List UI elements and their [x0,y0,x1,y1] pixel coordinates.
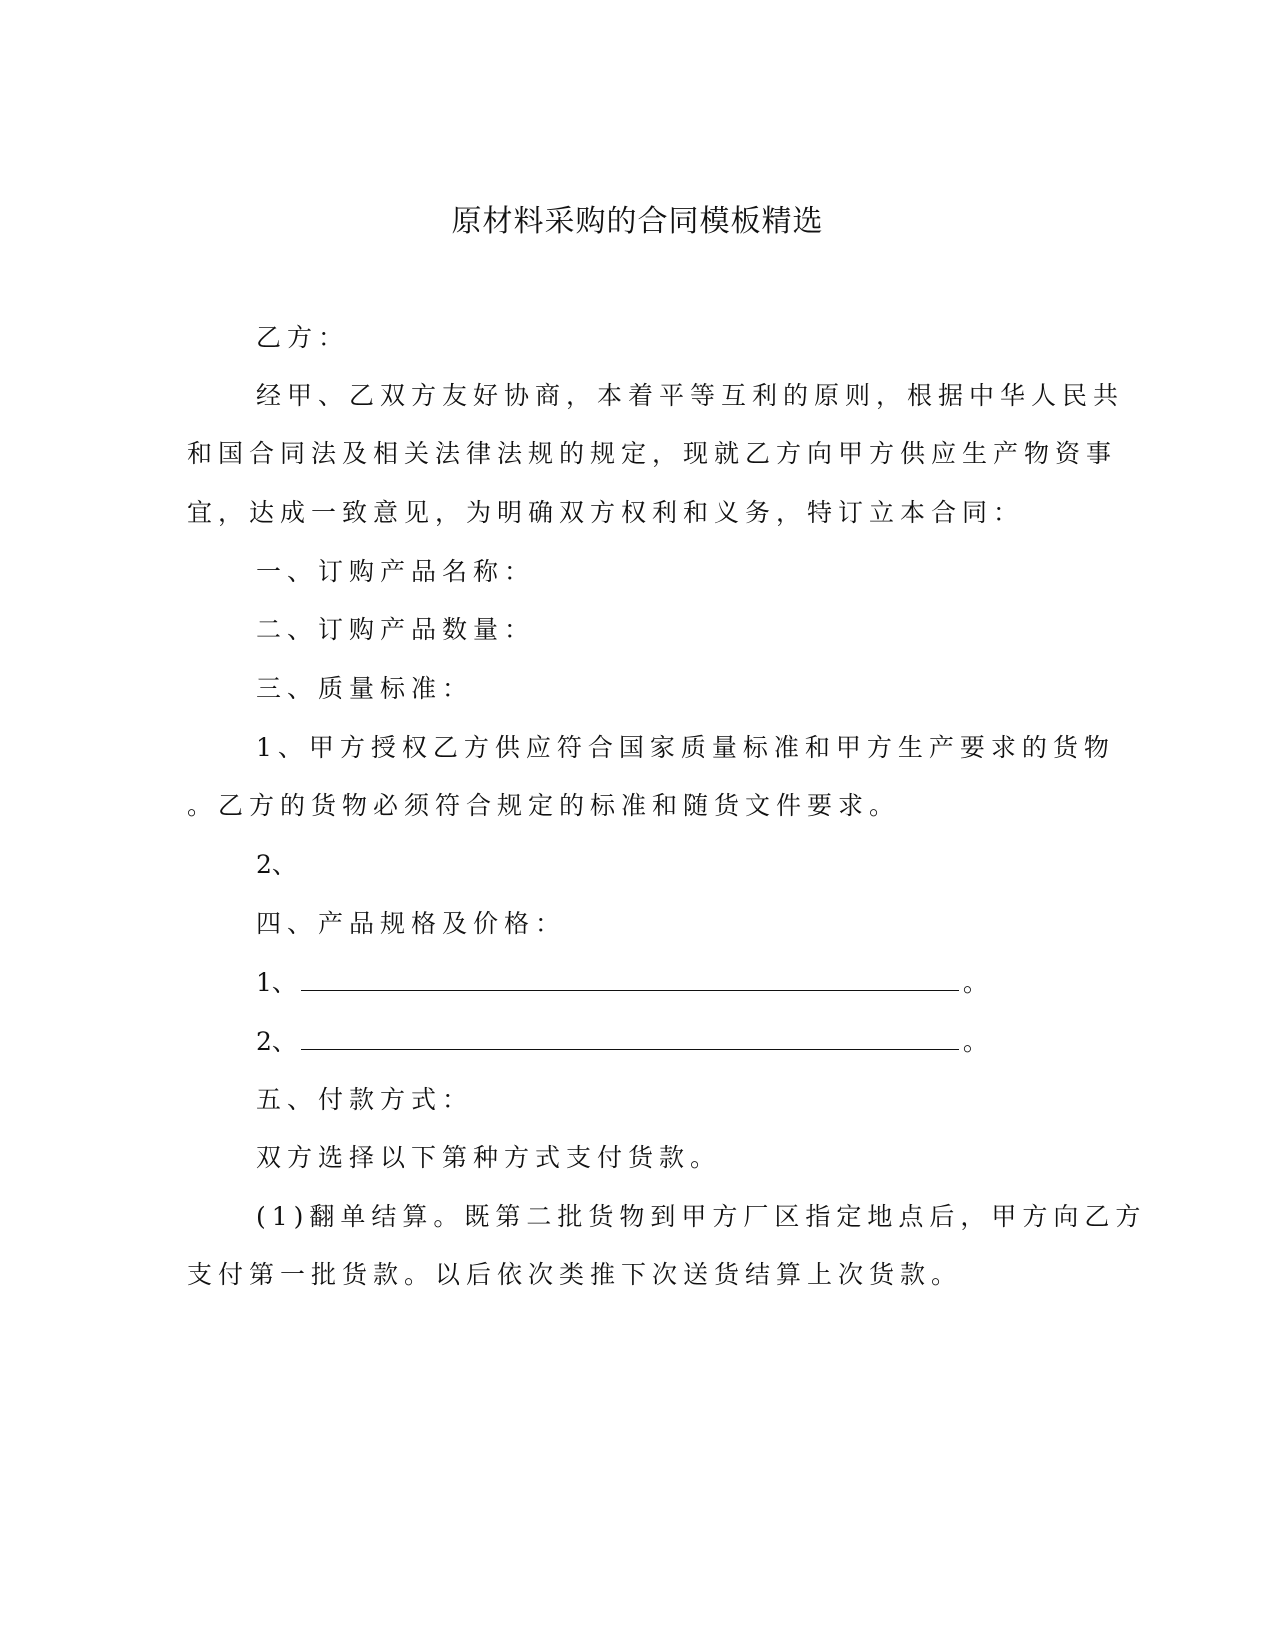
spec-price-item-1 [256,964,988,1001]
section-payment-heading: 五、付款方式： [256,1085,474,1114]
party-b-label: 乙方： [256,323,350,352]
payment-option-1-line-1: (1)翻单结算。既第二批货物到甲方厂区指定地点后，甲方向乙方 [256,1202,1147,1231]
intro-paragraph-line-1: 经甲、乙双方友好协商，本着平等互利的原则，根据中华人民共 [256,381,1125,410]
document-title: 原材料采购的合同模板精选 [451,204,824,239]
spec-price-item-2-suffix: 。 [962,1027,988,1056]
spec-price-item-2 [256,1023,988,1060]
section-product-name: 一、订购产品名称： [256,557,536,586]
section-spec-price-heading: 四、产品规格及价格： [256,909,567,938]
payment-choice-text: 双方选择以下第种方式支付货款。 [256,1143,722,1172]
spec-price-item-2-blank[interactable] [301,1023,959,1050]
quality-item-1-line-1: 1、甲方授权乙方供应符合国家质量标准和甲方生产要求的货物 [256,733,1115,762]
spec-price-item-1-blank[interactable] [301,964,959,991]
spec-price-item-2-prefix: 2、 [256,1027,297,1056]
intro-paragraph-line-2: 和国合同法及相关法律法规的规定，现就乙方向甲方供应生产物资事 [187,439,1118,468]
section-product-quantity: 二、订购产品数量： [256,615,536,644]
spec-price-item-1-prefix: 1、 [256,968,297,997]
quality-item-2: 2、 [256,850,297,879]
payment-option-1-line-2: 支付第一批货款。以后依次类推下次送货结算上次货款。 [187,1260,963,1289]
quality-item-1-line-2: 。乙方的货物必须符合规定的标准和随货文件要求。 [187,791,901,820]
section-quality-heading: 三、质量标准： [256,674,474,703]
intro-paragraph-line-3: 宜，达成一致意见，为明确双方权利和义务，特订立本合同： [187,498,1025,527]
spec-price-item-1-suffix: 。 [962,968,988,997]
